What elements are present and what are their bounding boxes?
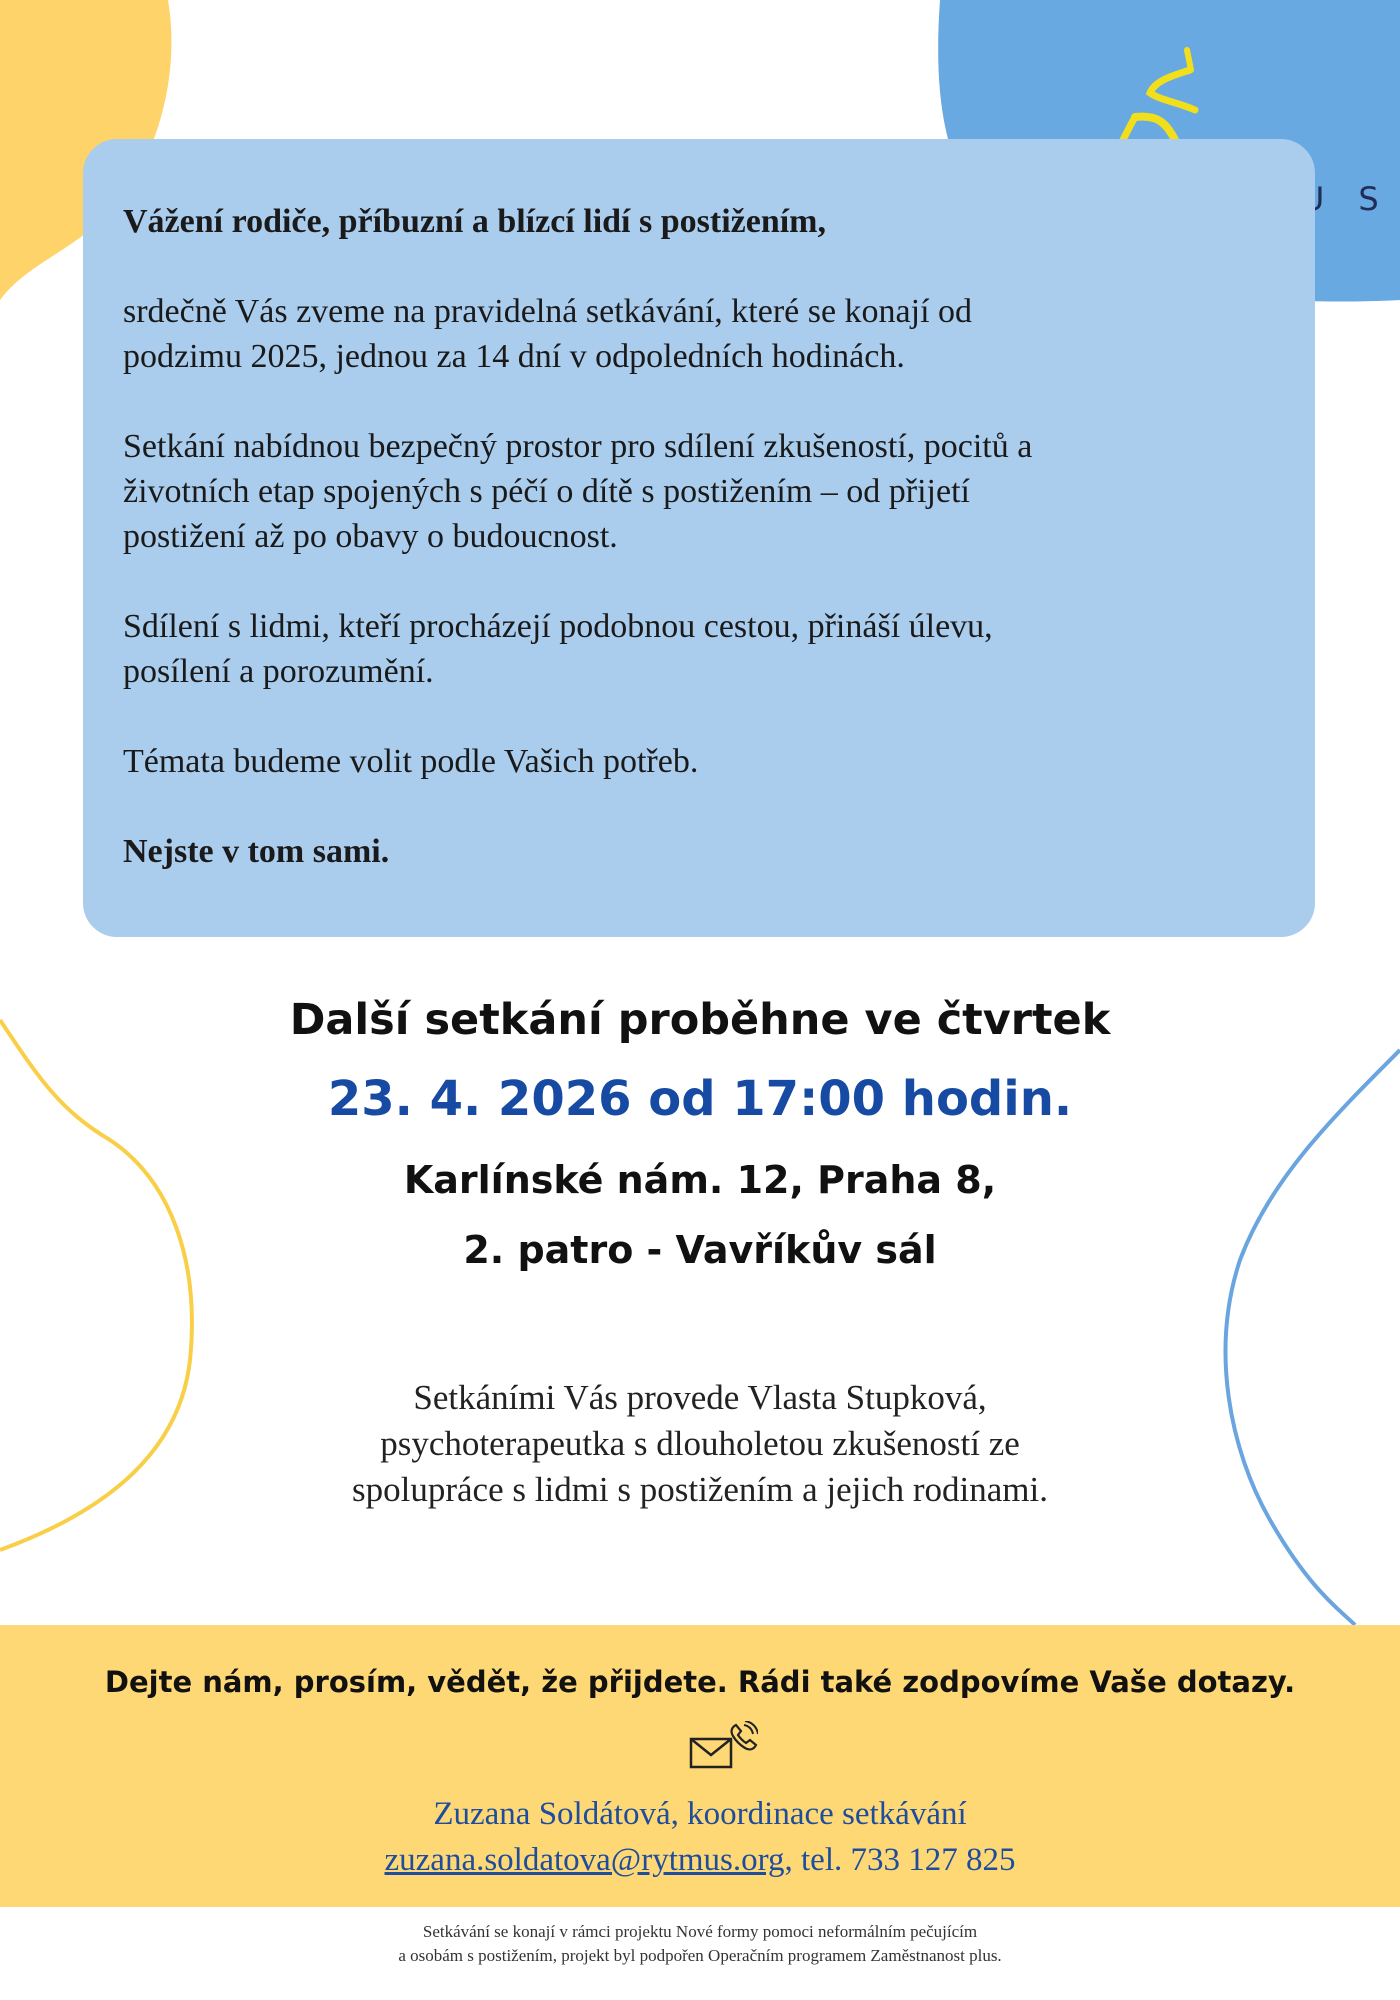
invitation-line-1: srdečně Vás zveme na pravidelná setkávání, které se konají od — [123, 293, 973, 330]
intro-box — [83, 139, 1315, 937]
contact-line — [0, 1838, 1400, 1882]
event-address: Karlínské nám. 12, Praha 8, — [403, 1158, 997, 1202]
sharing-line-2: posílení a porozumění. — [123, 653, 434, 690]
closing-line: Nejste v tom sami. — [123, 833, 390, 870]
sharing-paragraph — [123, 604, 1283, 694]
envelope-phone-icon — [688, 1721, 758, 1777]
invitation-paragraph — [123, 289, 1283, 379]
event-details — [0, 990, 1400, 1278]
facilitator-line-2: psychoterapeutka s dlouholetou zkušeností ze — [380, 1424, 1020, 1463]
event-room: 2. patro - Vavříkův sál — [463, 1228, 937, 1272]
invitation-line-2: podzimu 2025, jednou za 14 dní v odpoledních hodinách. — [123, 338, 905, 375]
project-note-line-1: Setkávání se konají v rámci projektu Nové formy pomoci neformálním pečujícím — [422, 1922, 978, 1941]
safe-space-line-1: Setkání nabídnou bezpečný prostor pro sdílení zkušeností, pocitů a — [123, 428, 1033, 465]
project-note-line-2: a osobám s postižením, projekt byl podpořen Operačním programem Zaměstnanost plus. — [398, 1946, 1002, 1965]
sharing-line-1: Sdílení s lidmi, kteří procházejí podobnou cestou, přináší úlevu, — [123, 608, 993, 645]
email-link[interactable]: zuzana.soldatova@rytmus.org — [384, 1842, 785, 1878]
rsvp-text: Dejte nám, prosím, vědět, že přijdete. Rádi také zodpovíme Vaše dotazy. — [104, 1665, 1296, 1699]
safe-space-paragraph — [123, 424, 1283, 559]
facilitator-line-3: spolupráce s lidmi s postižením a jejich rodinami. — [352, 1470, 1048, 1509]
contact-band — [0, 1625, 1400, 1907]
event-heading: Další setkání proběhne ve čtvrtek — [289, 995, 1111, 1045]
greeting: Vážení rodiče, příbuzní a blízcí lidí s postižením, — [123, 203, 826, 240]
event-date: 23. 4. 2026 od 17:00 hodin. — [327, 1071, 1073, 1127]
facilitator-info — [0, 1375, 1400, 1513]
facilitator-line-1: Setkáními Vás provede Vlasta Stupková, — [413, 1378, 987, 1417]
phone-number: , tel. 733 127 825 — [784, 1842, 1016, 1878]
coordinator-name: Zuzana Soldátová, koordinace setkávání — [433, 1796, 967, 1832]
topics-paragraph: Témata budeme volit podle Vašich potřeb. — [123, 743, 699, 780]
project-note — [0, 1920, 1400, 1968]
safe-space-line-3: postižení až po obavy o budoucnost. — [123, 518, 618, 555]
safe-space-line-2: životních etap spojených s péčí o dítě s postižením – od přijetí — [123, 473, 970, 510]
